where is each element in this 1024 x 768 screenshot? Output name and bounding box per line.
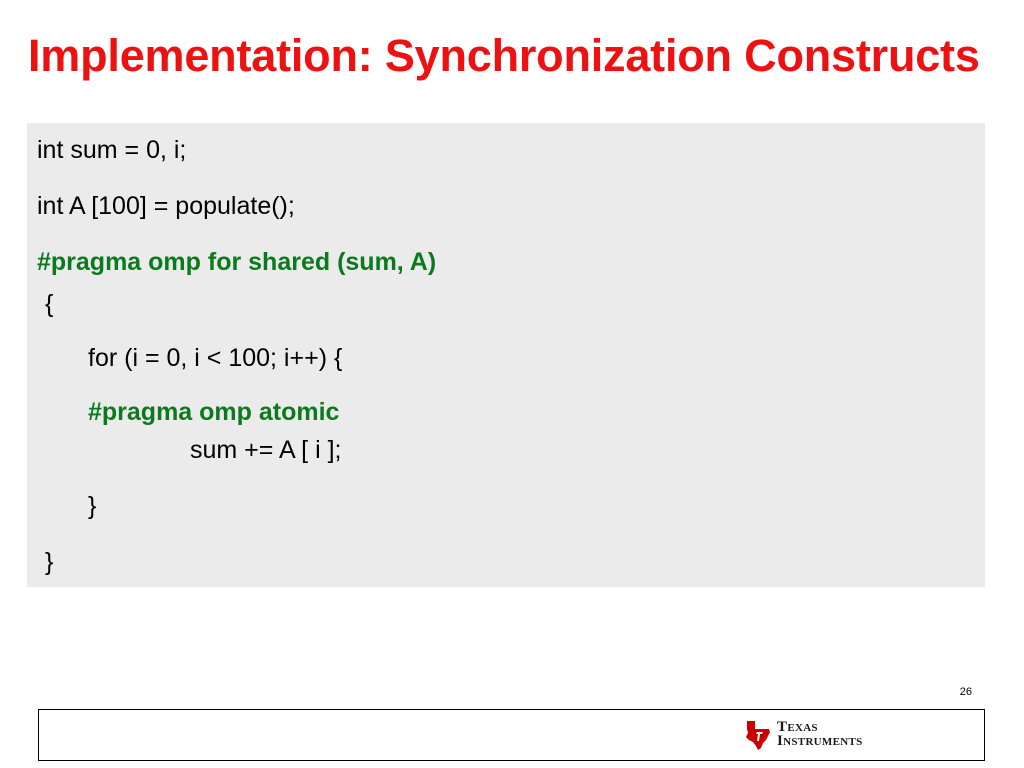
page-number: 26 xyxy=(959,686,972,698)
wordmark-instruments-rest: NSTRUMENTS xyxy=(783,736,863,748)
code-line-sum-accumulate: sum += A [ i ]; xyxy=(190,436,342,464)
slide-title: Implementation: Synchronization Constructs xyxy=(28,30,980,81)
ti-wordmark xyxy=(777,721,863,749)
code-line-pragma-for: #pragma omp for shared (sum, A) xyxy=(37,248,437,276)
wordmark-texas-cap: T xyxy=(777,719,788,735)
wordmark-texas xyxy=(777,721,863,735)
code-line-inner-close-brace: } xyxy=(88,492,97,520)
code-line-for-loop: for (i = 0, i < 100; i++) { xyxy=(88,344,343,372)
texas-instruments-logo xyxy=(744,718,863,752)
texas-state-icon xyxy=(744,719,772,751)
wordmark-instruments xyxy=(777,735,863,749)
code-line-pragma-atomic: #pragma omp atomic xyxy=(88,398,340,426)
wordmark-instruments-cap: I xyxy=(777,733,784,749)
code-line-open-brace: { xyxy=(45,290,54,318)
code-block xyxy=(27,123,985,587)
wordmark-texas-rest: EXAS xyxy=(787,722,818,734)
code-line-outer-close-brace: } xyxy=(45,548,54,576)
code-line-array-decl: int A [100] = populate(); xyxy=(37,192,295,220)
code-line-sum-decl: int sum = 0, i; xyxy=(37,136,187,164)
